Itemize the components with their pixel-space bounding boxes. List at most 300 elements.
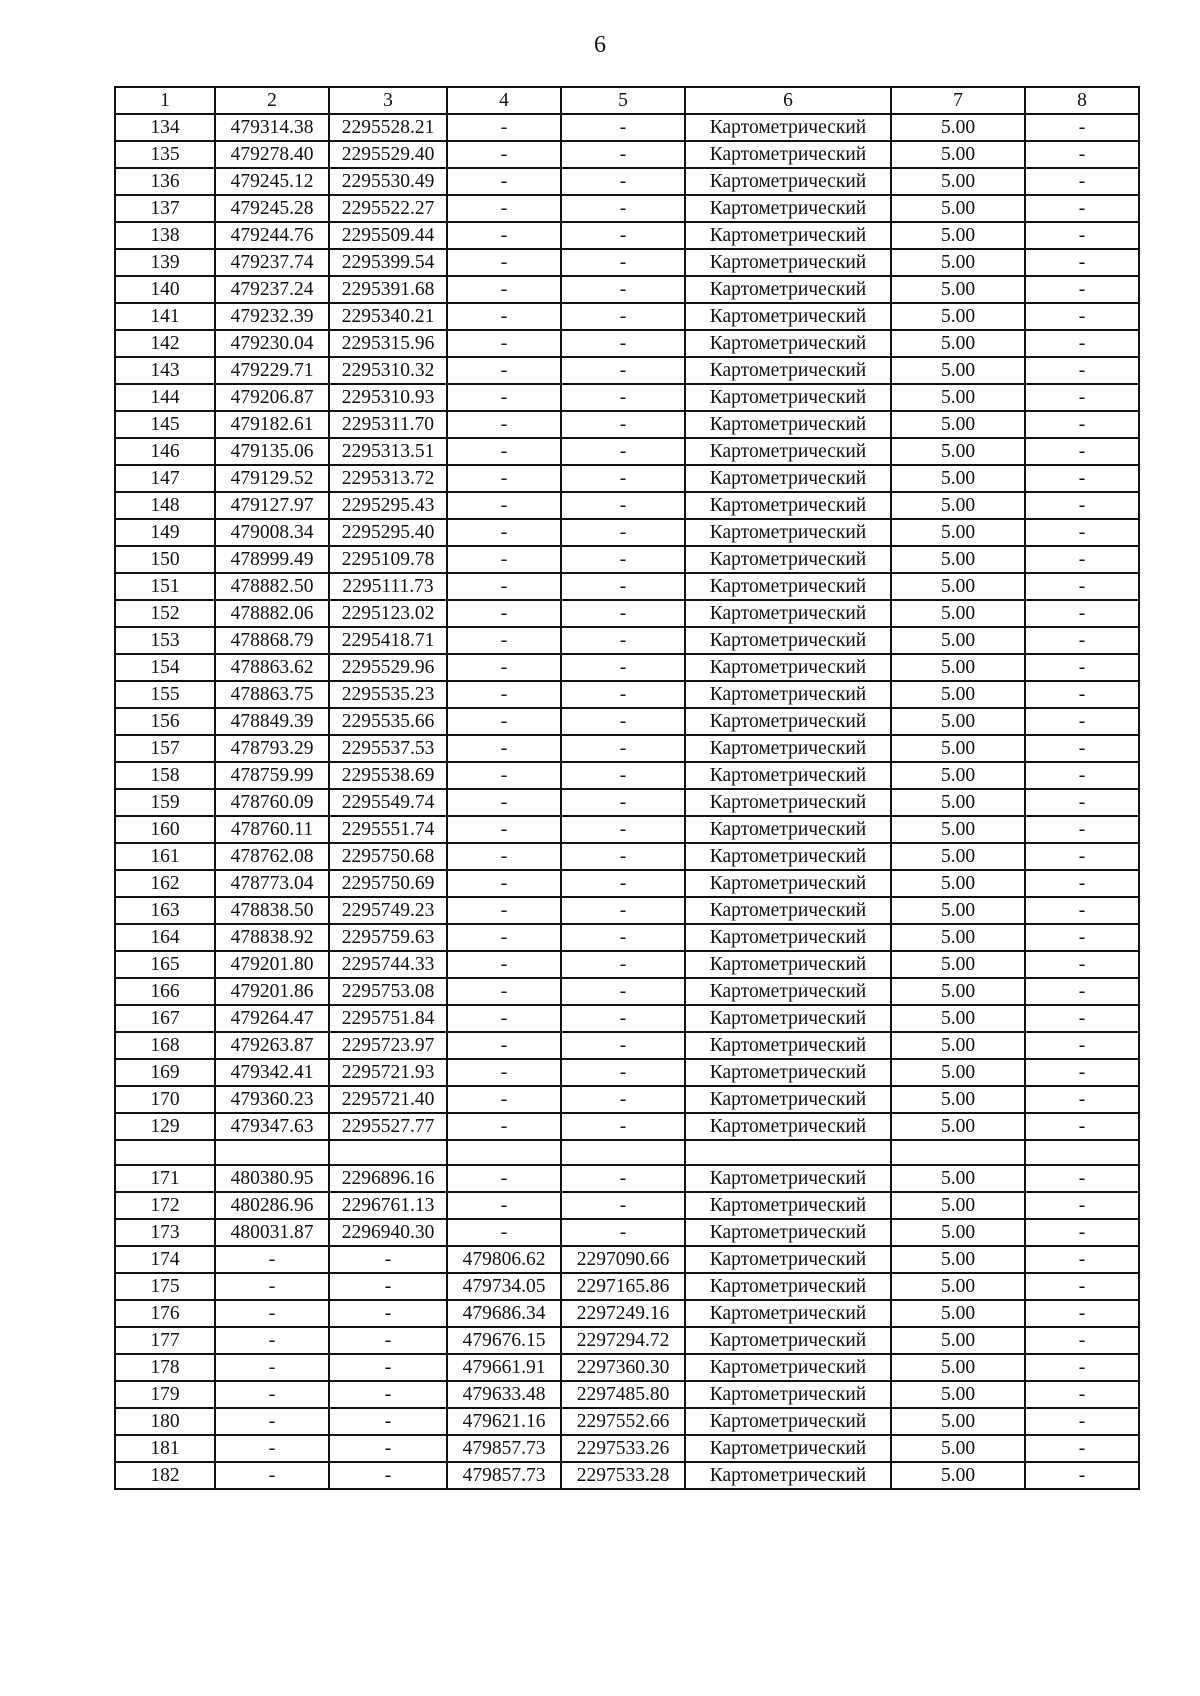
method-cell: Картометрический: [685, 546, 891, 573]
table-header-row: [115, 87, 1139, 114]
header-cell: 4: [447, 87, 561, 114]
x-coordinate-cell: 479008.34: [215, 519, 329, 546]
method-cell: Картометрический: [685, 249, 891, 276]
x-coordinate-cell: -: [215, 1246, 329, 1273]
x-new-cell: -: [447, 924, 561, 951]
x-coordinate-cell: 479264.47: [215, 1005, 329, 1032]
accuracy-cell: 5.00: [891, 1327, 1025, 1354]
accuracy-cell: 5.00: [891, 465, 1025, 492]
method-cell: Картометрический: [685, 1408, 891, 1435]
x-new-cell: [447, 1140, 561, 1165]
x-coordinate-cell: 480380.95: [215, 1165, 329, 1192]
y-new-cell: -: [561, 492, 685, 519]
table-row: [115, 870, 1139, 897]
note-cell: -: [1025, 1408, 1139, 1435]
header-cell: 5: [561, 87, 685, 114]
note-cell: -: [1025, 195, 1139, 222]
x-new-cell: -: [447, 789, 561, 816]
accuracy-cell: 5.00: [891, 1032, 1025, 1059]
header-cell: 7: [891, 87, 1025, 114]
y-coordinate-cell: 2295537.53: [329, 735, 447, 762]
x-coordinate-cell: 479263.87: [215, 1032, 329, 1059]
x-new-cell: -: [447, 357, 561, 384]
table-row: [115, 978, 1139, 1005]
method-cell: Картометрический: [685, 1165, 891, 1192]
point-number-cell: 171: [115, 1165, 215, 1192]
accuracy-cell: 5.00: [891, 303, 1025, 330]
x-new-cell: -: [447, 168, 561, 195]
accuracy-cell: 5.00: [891, 843, 1025, 870]
note-cell: -: [1025, 627, 1139, 654]
y-new-cell: -: [561, 1219, 685, 1246]
y-new-cell: -: [561, 546, 685, 573]
accuracy-cell: 5.00: [891, 1086, 1025, 1113]
x-coordinate-cell: 478793.29: [215, 735, 329, 762]
y-coordinate-cell: 2295527.77: [329, 1113, 447, 1140]
y-new-cell: -: [561, 870, 685, 897]
method-cell: Картометрический: [685, 978, 891, 1005]
point-number-cell: 135: [115, 141, 215, 168]
x-coordinate-cell: -: [215, 1273, 329, 1300]
y-coordinate-cell: 2295535.23: [329, 681, 447, 708]
y-new-cell: 2297165.86: [561, 1273, 685, 1300]
note-cell: -: [1025, 735, 1139, 762]
y-coordinate-cell: 2295759.63: [329, 924, 447, 951]
accuracy-cell: 5.00: [891, 762, 1025, 789]
y-new-cell: -: [561, 1165, 685, 1192]
table-row: [115, 1059, 1139, 1086]
y-coordinate-cell: 2295313.51: [329, 438, 447, 465]
x-new-cell: -: [447, 222, 561, 249]
accuracy-cell: 5.00: [891, 141, 1025, 168]
table-row: [115, 1408, 1139, 1435]
point-number-cell: 166: [115, 978, 215, 1005]
x-new-cell: -: [447, 1192, 561, 1219]
y-new-cell: -: [561, 816, 685, 843]
note-cell: -: [1025, 492, 1139, 519]
table-row: [115, 222, 1139, 249]
x-coordinate-cell: 478838.92: [215, 924, 329, 951]
accuracy-cell: 5.00: [891, 1005, 1025, 1032]
x-coordinate-cell: 479206.87: [215, 384, 329, 411]
y-coordinate-cell: -: [329, 1300, 447, 1327]
y-coordinate-cell: 2295109.78: [329, 546, 447, 573]
x-new-cell: -: [447, 843, 561, 870]
point-number-cell: 156: [115, 708, 215, 735]
point-number-cell: 169: [115, 1059, 215, 1086]
y-coordinate-cell: 2295749.23: [329, 897, 447, 924]
note-cell: -: [1025, 897, 1139, 924]
accuracy-cell: 5.00: [891, 249, 1025, 276]
y-coordinate-cell: 2295750.69: [329, 870, 447, 897]
point-number-cell: 141: [115, 303, 215, 330]
accuracy-cell: 5.00: [891, 1059, 1025, 1086]
note-cell: -: [1025, 1032, 1139, 1059]
method-cell: Картометрический: [685, 168, 891, 195]
y-coordinate-cell: 2296940.30: [329, 1219, 447, 1246]
x-new-cell: -: [447, 546, 561, 573]
y-coordinate-cell: 2295538.69: [329, 762, 447, 789]
header-cell: 6: [685, 87, 891, 114]
y-new-cell: -: [561, 1192, 685, 1219]
accuracy-cell: 5.00: [891, 222, 1025, 249]
note-cell: -: [1025, 168, 1139, 195]
table-row: [115, 1113, 1139, 1140]
y-coordinate-cell: -: [329, 1354, 447, 1381]
point-number-cell: 139: [115, 249, 215, 276]
table-row: [115, 1381, 1139, 1408]
y-new-cell: -: [561, 195, 685, 222]
table-row: [115, 681, 1139, 708]
x-coordinate-cell: 479201.80: [215, 951, 329, 978]
accuracy-cell: 5.00: [891, 816, 1025, 843]
x-coordinate-cell: 479232.39: [215, 303, 329, 330]
note-cell: -: [1025, 546, 1139, 573]
coordinates-table: [114, 86, 1140, 1490]
accuracy-cell: 5.00: [891, 708, 1025, 735]
y-new-cell: -: [561, 897, 685, 924]
point-number-cell: 160: [115, 816, 215, 843]
x-new-cell: 479734.05: [447, 1273, 561, 1300]
table-row: [115, 168, 1139, 195]
x-new-cell: 479676.15: [447, 1327, 561, 1354]
point-number-cell: 170: [115, 1086, 215, 1113]
method-cell: Картометрический: [685, 519, 891, 546]
x-new-cell: -: [447, 276, 561, 303]
y-new-cell: -: [561, 708, 685, 735]
note-cell: -: [1025, 114, 1139, 141]
accuracy-cell: 5.00: [891, 384, 1025, 411]
method-cell: Картометрический: [685, 870, 891, 897]
point-number-cell: 180: [115, 1408, 215, 1435]
y-new-cell: -: [561, 465, 685, 492]
table-row: [115, 627, 1139, 654]
note-cell: -: [1025, 1219, 1139, 1246]
method-cell: Картометрический: [685, 1032, 891, 1059]
point-number-cell: 165: [115, 951, 215, 978]
y-coordinate-cell: 2295721.40: [329, 1086, 447, 1113]
x-new-cell: -: [447, 978, 561, 1005]
x-new-cell: 479633.48: [447, 1381, 561, 1408]
table-row: [115, 1246, 1139, 1273]
point-number-cell: 164: [115, 924, 215, 951]
method-cell: Картометрический: [685, 600, 891, 627]
accuracy-cell: 5.00: [891, 438, 1025, 465]
point-number-cell: 137: [115, 195, 215, 222]
y-coordinate-cell: 2295549.74: [329, 789, 447, 816]
method-cell: Картометрический: [685, 627, 891, 654]
y-coordinate-cell: 2295723.97: [329, 1032, 447, 1059]
method-cell: Картометрический: [685, 1354, 891, 1381]
y-new-cell: -: [561, 438, 685, 465]
x-coordinate-cell: -: [215, 1300, 329, 1327]
note-cell: -: [1025, 276, 1139, 303]
point-number-cell: 172: [115, 1192, 215, 1219]
y-new-cell: -: [561, 1059, 685, 1086]
point-number-cell: 176: [115, 1300, 215, 1327]
accuracy-cell: 5.00: [891, 357, 1025, 384]
x-new-cell: -: [447, 492, 561, 519]
method-cell: Картометрический: [685, 141, 891, 168]
accuracy-cell: 5.00: [891, 924, 1025, 951]
method-cell: Картометрический: [685, 681, 891, 708]
y-new-cell: 2297485.80: [561, 1381, 685, 1408]
x-new-cell: -: [447, 195, 561, 222]
table-row: [115, 708, 1139, 735]
y-coordinate-cell: -: [329, 1381, 447, 1408]
x-coordinate-cell: 479135.06: [215, 438, 329, 465]
table-row: [115, 1005, 1139, 1032]
y-coordinate-cell: 2295751.84: [329, 1005, 447, 1032]
table-row: [115, 1165, 1139, 1192]
accuracy-cell: 5.00: [891, 1192, 1025, 1219]
accuracy-cell: 5.00: [891, 1113, 1025, 1140]
method-cell: Картометрический: [685, 573, 891, 600]
y-new-cell: -: [561, 1005, 685, 1032]
y-new-cell: -: [561, 600, 685, 627]
x-coordinate-cell: 478773.04: [215, 870, 329, 897]
accuracy-cell: 5.00: [891, 789, 1025, 816]
accuracy-cell: 5.00: [891, 1300, 1025, 1327]
y-new-cell: -: [561, 411, 685, 438]
accuracy-cell: 5.00: [891, 735, 1025, 762]
y-new-cell: [561, 1140, 685, 1165]
y-coordinate-cell: 2295753.08: [329, 978, 447, 1005]
note-cell: -: [1025, 1246, 1139, 1273]
point-number-cell: 155: [115, 681, 215, 708]
x-new-cell: -: [447, 1032, 561, 1059]
x-coordinate-cell: 479129.52: [215, 465, 329, 492]
point-number-cell: 129: [115, 1113, 215, 1140]
x-new-cell: -: [447, 330, 561, 357]
table-row: [115, 1032, 1139, 1059]
x-coordinate-cell: -: [215, 1462, 329, 1489]
y-coordinate-cell: 2295123.02: [329, 600, 447, 627]
header-cell: 2: [215, 87, 329, 114]
y-coordinate-cell: 2295529.40: [329, 141, 447, 168]
note-cell: -: [1025, 654, 1139, 681]
method-cell: Картометрический: [685, 1300, 891, 1327]
table-row: [115, 1219, 1139, 1246]
method-cell: Картометрический: [685, 1192, 891, 1219]
y-coordinate-cell: 2295721.93: [329, 1059, 447, 1086]
x-new-cell: -: [447, 735, 561, 762]
table-row: [115, 303, 1139, 330]
y-coordinate-cell: 2295528.21: [329, 114, 447, 141]
x-new-cell: -: [447, 681, 561, 708]
x-new-cell: 479857.73: [447, 1462, 561, 1489]
y-new-cell: -: [561, 330, 685, 357]
note-cell: -: [1025, 1273, 1139, 1300]
x-new-cell: -: [447, 411, 561, 438]
y-new-cell: -: [561, 1113, 685, 1140]
x-coordinate-cell: 480031.87: [215, 1219, 329, 1246]
x-new-cell: 479686.34: [447, 1300, 561, 1327]
x-coordinate-cell: -: [215, 1435, 329, 1462]
x-coordinate-cell: 479127.97: [215, 492, 329, 519]
method-cell: Картометрический: [685, 1219, 891, 1246]
x-coordinate-cell: -: [215, 1408, 329, 1435]
table-row: [115, 141, 1139, 168]
method-cell: Картометрический: [685, 762, 891, 789]
y-new-cell: -: [561, 1032, 685, 1059]
y-coordinate-cell: -: [329, 1246, 447, 1273]
note-cell: -: [1025, 303, 1139, 330]
x-coordinate-cell: 478760.11: [215, 816, 329, 843]
y-coordinate-cell: [329, 1140, 447, 1165]
y-new-cell: 2297249.16: [561, 1300, 685, 1327]
accuracy-cell: 5.00: [891, 654, 1025, 681]
table-row: [115, 357, 1139, 384]
x-new-cell: 479806.62: [447, 1246, 561, 1273]
method-cell: Картометрический: [685, 357, 891, 384]
y-coordinate-cell: 2295530.49: [329, 168, 447, 195]
note-cell: -: [1025, 519, 1139, 546]
x-new-cell: 479621.16: [447, 1408, 561, 1435]
y-coordinate-cell: -: [329, 1435, 447, 1462]
method-cell: Картометрический: [685, 924, 891, 951]
note-cell: -: [1025, 357, 1139, 384]
note-cell: -: [1025, 573, 1139, 600]
table-row: [115, 1273, 1139, 1300]
table-row: [115, 249, 1139, 276]
point-number-cell: 162: [115, 870, 215, 897]
x-coordinate-cell: 478999.49: [215, 546, 329, 573]
accuracy-cell: 5.00: [891, 276, 1025, 303]
accuracy-cell: 5.00: [891, 1354, 1025, 1381]
y-new-cell: 2297552.66: [561, 1408, 685, 1435]
method-cell: Картометрический: [685, 1435, 891, 1462]
y-coordinate-cell: -: [329, 1408, 447, 1435]
point-number-cell: 177: [115, 1327, 215, 1354]
accuracy-cell: 5.00: [891, 1273, 1025, 1300]
x-coordinate-cell: 479314.38: [215, 114, 329, 141]
accuracy-cell: 5.00: [891, 1462, 1025, 1489]
accuracy-cell: 5.00: [891, 627, 1025, 654]
method-cell: Картометрический: [685, 1246, 891, 1273]
x-coordinate-cell: 479342.41: [215, 1059, 329, 1086]
accuracy-cell: 5.00: [891, 870, 1025, 897]
note-cell: -: [1025, 1327, 1139, 1354]
point-number-cell: 159: [115, 789, 215, 816]
x-coordinate-cell: 479230.04: [215, 330, 329, 357]
x-coordinate-cell: -: [215, 1381, 329, 1408]
method-cell: Картометрический: [685, 222, 891, 249]
x-new-cell: 479857.73: [447, 1435, 561, 1462]
y-coordinate-cell: 2295522.27: [329, 195, 447, 222]
y-coordinate-cell: 2295111.73: [329, 573, 447, 600]
x-new-cell: -: [447, 249, 561, 276]
accuracy-cell: 5.00: [891, 1165, 1025, 1192]
table-row: [115, 924, 1139, 951]
y-new-cell: -: [561, 384, 685, 411]
method-cell: Картометрический: [685, 303, 891, 330]
table-row: [115, 438, 1139, 465]
y-coordinate-cell: -: [329, 1462, 447, 1489]
point-number-cell: 136: [115, 168, 215, 195]
note-cell: -: [1025, 1005, 1139, 1032]
table-body: [115, 114, 1139, 1489]
method-cell: Картометрический: [685, 1273, 891, 1300]
note-cell: -: [1025, 1086, 1139, 1113]
note-cell: -: [1025, 789, 1139, 816]
table-row: [115, 1086, 1139, 1113]
method-cell: Картометрический: [685, 114, 891, 141]
point-number-cell: 153: [115, 627, 215, 654]
method-cell: Картометрический: [685, 897, 891, 924]
accuracy-cell: 5.00: [891, 1381, 1025, 1408]
y-new-cell: -: [561, 924, 685, 951]
point-number-cell: 179: [115, 1381, 215, 1408]
y-coordinate-cell: 2295313.72: [329, 465, 447, 492]
y-new-cell: -: [561, 303, 685, 330]
method-cell: Картометрический: [685, 1059, 891, 1086]
x-new-cell: -: [447, 951, 561, 978]
table-row: [115, 762, 1139, 789]
y-coordinate-cell: 2295551.74: [329, 816, 447, 843]
point-number-cell: 175: [115, 1273, 215, 1300]
point-number-cell: 147: [115, 465, 215, 492]
y-coordinate-cell: 2295529.96: [329, 654, 447, 681]
accuracy-cell: [891, 1140, 1025, 1165]
method-cell: Картометрический: [685, 843, 891, 870]
table-row: [115, 789, 1139, 816]
x-coordinate-cell: 478759.99: [215, 762, 329, 789]
method-cell: Картометрический: [685, 492, 891, 519]
point-number-cell: [115, 1140, 215, 1165]
point-number-cell: 138: [115, 222, 215, 249]
y-coordinate-cell: 2295311.70: [329, 411, 447, 438]
table-row: [115, 1192, 1139, 1219]
note-cell: -: [1025, 1354, 1139, 1381]
note-cell: -: [1025, 1113, 1139, 1140]
point-number-cell: 148: [115, 492, 215, 519]
y-coordinate-cell: 2295310.32: [329, 357, 447, 384]
table-row: [115, 897, 1139, 924]
note-cell: [1025, 1140, 1139, 1165]
x-new-cell: -: [447, 1059, 561, 1086]
y-new-cell: -: [561, 1086, 685, 1113]
y-new-cell: -: [561, 141, 685, 168]
note-cell: -: [1025, 411, 1139, 438]
method-cell: Картометрический: [685, 465, 891, 492]
y-new-cell: -: [561, 276, 685, 303]
accuracy-cell: 5.00: [891, 897, 1025, 924]
note-cell: -: [1025, 222, 1139, 249]
table-row: [115, 546, 1139, 573]
y-coordinate-cell: 2295418.71: [329, 627, 447, 654]
x-new-cell: -: [447, 654, 561, 681]
y-new-cell: -: [561, 843, 685, 870]
point-number-cell: 145: [115, 411, 215, 438]
header-cell: 8: [1025, 87, 1139, 114]
y-coordinate-cell: 2295399.54: [329, 249, 447, 276]
note-cell: -: [1025, 1462, 1139, 1489]
note-cell: -: [1025, 141, 1139, 168]
y-new-cell: -: [561, 627, 685, 654]
y-new-cell: -: [561, 114, 685, 141]
x-coordinate-cell: 479360.23: [215, 1086, 329, 1113]
point-number-cell: 140: [115, 276, 215, 303]
table-row: [115, 330, 1139, 357]
x-coordinate-cell: 478760.09: [215, 789, 329, 816]
y-new-cell: -: [561, 222, 685, 249]
accuracy-cell: 5.00: [891, 195, 1025, 222]
note-cell: -: [1025, 951, 1139, 978]
header-cell: 3: [329, 87, 447, 114]
accuracy-cell: 5.00: [891, 1435, 1025, 1462]
y-coordinate-cell: -: [329, 1273, 447, 1300]
